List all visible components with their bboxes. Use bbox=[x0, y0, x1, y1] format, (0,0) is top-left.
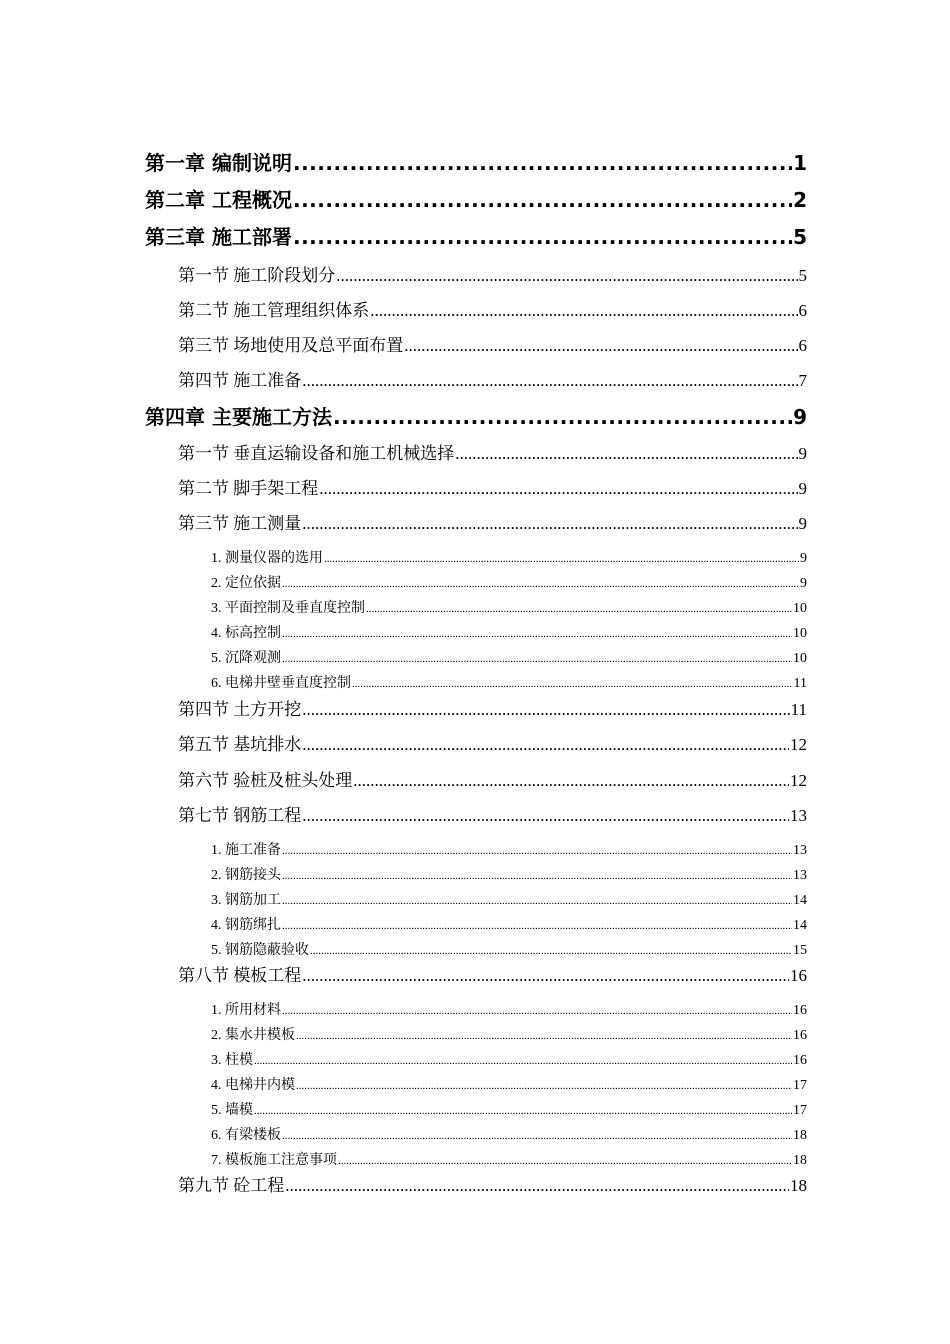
toc-section[interactable] bbox=[178, 804, 807, 828]
toc-page-number: 18 bbox=[793, 1128, 807, 1143]
toc-subsection[interactable] bbox=[211, 841, 807, 861]
toc-entry-title: 7. 模板施工注意事项 bbox=[211, 1153, 337, 1168]
toc-leader-dots bbox=[302, 733, 789, 757]
toc-leader-dots bbox=[285, 1174, 789, 1198]
toc-page-number: 5 bbox=[793, 225, 807, 249]
toc-page-number: 18 bbox=[790, 1176, 807, 1195]
toc-leader-dots bbox=[282, 624, 792, 644]
toc-entry-title: 第七节 钢筋工程 bbox=[178, 806, 302, 825]
toc-page-number: 9 bbox=[800, 551, 807, 566]
toc-leader-dots bbox=[370, 299, 797, 323]
toc-leader-dots bbox=[293, 149, 792, 177]
toc-entry-title: 6. 有梁楼板 bbox=[211, 1128, 281, 1143]
toc-entry-title: 第四节 土方开挖 bbox=[178, 700, 302, 719]
toc-section[interactable] bbox=[178, 334, 807, 358]
toc-entry-title: 第一节 垂直运输设备和施工机械选择 bbox=[178, 444, 455, 463]
toc-leader-dots bbox=[296, 1026, 792, 1046]
toc-entry-title: 5. 墙模 bbox=[211, 1103, 253, 1118]
toc-subsection[interactable] bbox=[211, 866, 807, 886]
toc-subsection[interactable] bbox=[211, 674, 807, 694]
toc-section[interactable] bbox=[178, 512, 807, 536]
toc-leader-dots bbox=[302, 512, 797, 536]
toc-leader-dots bbox=[254, 1101, 792, 1121]
toc-leader-dots bbox=[302, 369, 797, 393]
toc-subsection[interactable] bbox=[211, 891, 807, 911]
toc-page-number: 9 bbox=[798, 514, 807, 533]
toc-entry-title: 5. 钢筋隐蔽验收 bbox=[211, 943, 309, 958]
toc-subsection[interactable] bbox=[211, 1051, 807, 1071]
toc-entry-title: 2. 定位依据 bbox=[211, 576, 281, 591]
toc-page-number: 11 bbox=[790, 700, 807, 719]
toc-page-number: 16 bbox=[793, 1028, 807, 1043]
toc-leader-dots bbox=[338, 1151, 792, 1171]
toc-page-number: 9 bbox=[793, 405, 807, 429]
toc-entry-title: 第五节 基坑排水 bbox=[178, 735, 302, 754]
toc-entry-title: 4. 钢筋绑扎 bbox=[211, 918, 281, 933]
toc-chapter-3[interactable] bbox=[145, 223, 807, 251]
toc-leader-dots bbox=[293, 186, 792, 214]
toc-entry-title: 第九节 砼工程 bbox=[178, 1176, 285, 1195]
toc-entry-title: 第二节 施工管理组织体系 bbox=[178, 301, 370, 320]
toc-leader-dots bbox=[336, 264, 797, 288]
toc-page-number: 9 bbox=[798, 479, 807, 498]
toc-subsection[interactable] bbox=[211, 1026, 807, 1046]
toc-chapter-4[interactable] bbox=[145, 403, 807, 431]
toc-subsection[interactable] bbox=[211, 549, 807, 569]
toc-entry-title: 1. 施工准备 bbox=[211, 843, 281, 858]
toc-section[interactable] bbox=[178, 299, 807, 323]
toc-section[interactable] bbox=[178, 1174, 807, 1198]
toc-section[interactable] bbox=[178, 769, 807, 793]
toc-leader-dots bbox=[282, 891, 792, 911]
toc-leader-dots bbox=[254, 1051, 792, 1071]
toc-page-number: 12 bbox=[790, 735, 807, 754]
toc-entry-title: 3. 钢筋加工 bbox=[211, 893, 281, 908]
toc-page-number: 13 bbox=[793, 843, 807, 858]
toc-entry-title: 2. 集水井模板 bbox=[211, 1028, 295, 1043]
toc-entry-title: 第一章 编制说明 bbox=[145, 151, 292, 175]
toc-page-number: 6 bbox=[798, 336, 807, 355]
toc-leader-dots bbox=[455, 442, 797, 466]
toc-page-number: 9 bbox=[798, 444, 807, 463]
toc-entry-title: 6. 电梯井壁垂直度控制 bbox=[211, 676, 351, 691]
toc-entry-title: 1. 测量仪器的选用 bbox=[211, 551, 323, 566]
toc-section[interactable] bbox=[178, 733, 807, 757]
toc-leader-dots bbox=[282, 916, 792, 936]
toc-leader-dots bbox=[302, 964, 789, 988]
toc-entry-title: 2. 钢筋接头 bbox=[211, 868, 281, 883]
toc-page-number: 14 bbox=[793, 893, 807, 908]
toc-page-number: 14 bbox=[793, 918, 807, 933]
toc-section[interactable] bbox=[178, 264, 807, 288]
toc-entry-title: 第三节 施工测量 bbox=[178, 514, 302, 533]
toc-entry-title: 4. 电梯井内模 bbox=[211, 1078, 295, 1093]
toc-section[interactable] bbox=[178, 369, 807, 393]
toc-page-number: 1 bbox=[793, 151, 807, 175]
toc-entry-title: 第四节 施工准备 bbox=[178, 371, 302, 390]
toc-entry-title: 第四章 主要施工方法 bbox=[145, 405, 332, 429]
toc-page-number: 11 bbox=[793, 676, 807, 691]
toc-leader-dots bbox=[282, 649, 792, 669]
toc-leader-dots bbox=[293, 223, 792, 251]
toc-leader-dots bbox=[296, 1076, 792, 1096]
toc-page-number: 6 bbox=[798, 301, 807, 320]
toc-page-number: 7 bbox=[798, 371, 807, 390]
toc-entry-title: 5. 沉降观测 bbox=[211, 651, 281, 666]
toc-subsection[interactable] bbox=[211, 1001, 807, 1021]
toc-subsection[interactable] bbox=[211, 1126, 807, 1146]
toc-page-number: 10 bbox=[793, 601, 807, 616]
toc-page-number: 2 bbox=[793, 188, 807, 212]
toc-subsection[interactable] bbox=[211, 941, 807, 961]
toc-page-number: 16 bbox=[793, 1053, 807, 1068]
toc-leader-dots bbox=[353, 769, 789, 793]
toc-entry-title: 第二节 脚手架工程 bbox=[178, 479, 319, 498]
toc-entry-title: 第二章 工程概况 bbox=[145, 188, 292, 212]
toc-subsection[interactable] bbox=[211, 649, 807, 669]
toc-leader-dots bbox=[324, 549, 799, 569]
toc-leader-dots bbox=[333, 403, 792, 431]
toc-subsection[interactable] bbox=[211, 1076, 807, 1096]
toc-page-number: 15 bbox=[793, 943, 807, 958]
toc-chapter-2[interactable] bbox=[145, 186, 807, 214]
toc-entry-title: 1. 所用材料 bbox=[211, 1003, 281, 1018]
toc-leader-dots bbox=[404, 334, 797, 358]
toc-section[interactable] bbox=[178, 964, 807, 988]
toc-entry-title: 3. 平面控制及垂直度控制 bbox=[211, 601, 365, 616]
toc-leader-dots bbox=[366, 599, 792, 619]
toc-page-number: 5 bbox=[798, 266, 807, 285]
toc-entry-title: 4. 标高控制 bbox=[211, 626, 281, 641]
toc-section[interactable] bbox=[178, 442, 807, 466]
toc-page-number: 10 bbox=[793, 626, 807, 641]
toc-leader-dots bbox=[282, 574, 799, 594]
toc-leader-dots bbox=[302, 698, 789, 722]
toc-section[interactable] bbox=[178, 698, 807, 722]
toc-leader-dots bbox=[319, 477, 797, 501]
toc-entry-title: 第三节 场地使用及总平面布置 bbox=[178, 336, 404, 355]
toc-leader-dots bbox=[282, 1001, 792, 1021]
toc-subsection[interactable] bbox=[211, 916, 807, 936]
toc-leader-dots bbox=[310, 941, 792, 961]
toc-chapter-1[interactable] bbox=[145, 149, 807, 177]
toc-leader-dots bbox=[282, 1126, 792, 1146]
toc-page-number: 13 bbox=[790, 806, 807, 825]
toc-entry-title: 第六节 验桩及桩头处理 bbox=[178, 771, 353, 790]
toc-subsection[interactable] bbox=[211, 574, 807, 594]
toc-subsection[interactable] bbox=[211, 1101, 807, 1121]
toc-page-number: 9 bbox=[800, 576, 807, 591]
toc-page-number: 12 bbox=[790, 771, 807, 790]
toc-entry-title: 3. 柱模 bbox=[211, 1053, 253, 1068]
toc-page-number: 17 bbox=[793, 1078, 807, 1093]
toc-page-number: 10 bbox=[793, 651, 807, 666]
toc-page-number: 17 bbox=[793, 1103, 807, 1118]
toc-subsection[interactable] bbox=[211, 624, 807, 644]
toc-entry-title: 第一节 施工阶段划分 bbox=[178, 266, 336, 285]
toc-section[interactable] bbox=[178, 477, 807, 501]
toc-subsection[interactable] bbox=[211, 1151, 807, 1171]
toc-leader-dots bbox=[352, 674, 793, 694]
toc-entry-title: 第三章 施工部署 bbox=[145, 225, 292, 249]
toc-page-number: 16 bbox=[790, 966, 807, 985]
toc-page-number: 18 bbox=[793, 1153, 807, 1168]
toc-leader-dots bbox=[282, 866, 792, 886]
toc-subsection[interactable] bbox=[211, 599, 807, 619]
toc-leader-dots bbox=[282, 841, 792, 861]
toc-entry-title: 第八节 模板工程 bbox=[178, 966, 302, 985]
toc-page-number: 16 bbox=[793, 1003, 807, 1018]
toc-leader-dots bbox=[302, 804, 789, 828]
toc-page-number: 13 bbox=[793, 868, 807, 883]
